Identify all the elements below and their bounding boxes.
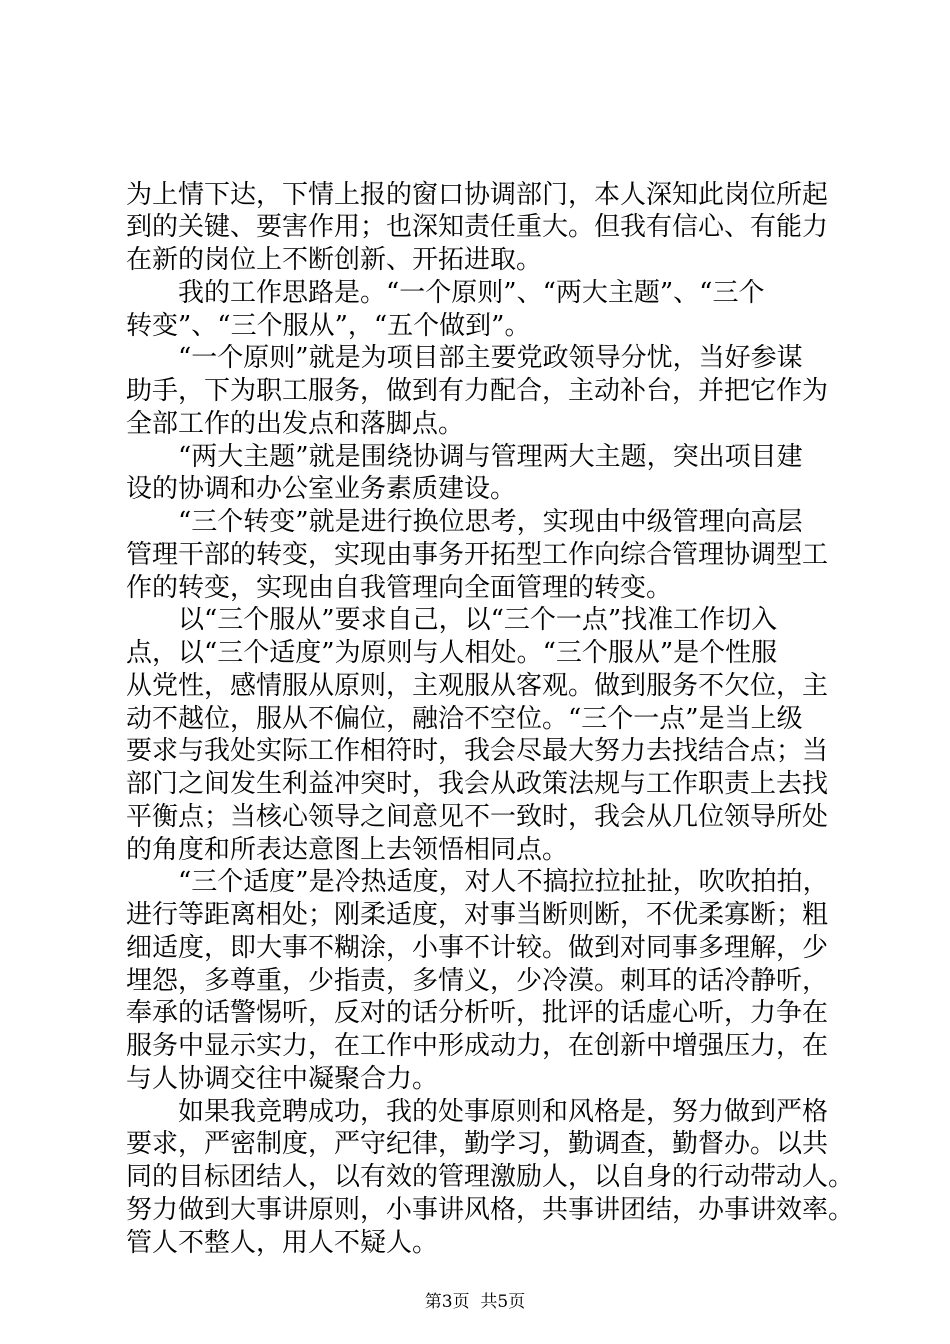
text-line-17: 动不越位，服从不偏位，融洽不空位。“三个一点”是当上级: [126, 704, 803, 734]
text-line-31: 同的目标团结人，以有效的管理激励人，以自身的行动带动人。: [126, 1162, 855, 1192]
text-line-15: 点，以“三个适度”为原则与人相处。“三个服从”是个性服: [126, 638, 778, 668]
text-line-9: “两大主题”就是围绕协调与管理两大主题，突出项目建: [178, 442, 803, 472]
text-line-29: 如果我竞聘成功，我的处事原则和风格是，努力做到严格: [178, 1097, 829, 1127]
text-line-7: 助手，下为职工服务，做到有力配合，主动补台，并把它作为: [126, 376, 829, 406]
text-line-32: 努力做到大事讲原则，小事讲风格，共事讲团结，办事讲效率。: [126, 1195, 855, 1225]
text-line-4: 我的工作思路是。“一个原则”、“两大主题”、“三个: [178, 278, 765, 308]
text-line-12: 管理干部的转变，实现由事务开拓型工作向综合管理协调型工: [126, 540, 829, 570]
text-line-25: 埋怨，多尊重，少指责，多情义，少冷漠。刺耳的话冷静听，: [126, 966, 829, 996]
text-line-28: 与人协调交往中凝聚合力。: [126, 1064, 439, 1094]
text-line-20: 平衡点；当核心领导之间意见不一致时，我会从几位领导所处: [126, 802, 829, 832]
text-line-22: “三个适度”是冷热适度，对人不搞拉拉扯扯，吹吹拍拍，: [178, 867, 829, 897]
text-line-19: 部门之间发生利益冲突时，我会从政策法规与工作职责上去找: [126, 769, 829, 799]
text-line-10: 设的协调和办公室业务素质建设。: [126, 474, 517, 504]
text-line-5: 转变”、“三个服从”，“五个做到”。: [126, 311, 531, 341]
text-line-6: “一个原则”就是为项目部主要党政领导分忧，当好参谋: [178, 343, 803, 373]
text-line-11: “三个转变”就是进行换位思考，实现由中级管理向高层: [178, 507, 803, 537]
text-line-26: 奉承的话警惕听，反对的话分析听，批评的话虚心听，力争在: [126, 998, 829, 1028]
text-line-3: 在新的岗位上不断创新、开拓进取。: [126, 245, 543, 275]
text-line-18: 要求与我处实际工作相符时，我会尽最大努力去找结合点；当: [126, 736, 829, 766]
text-line-23: 进行等距离相处；刚柔适度，对事当断则断，不优柔寡断；粗: [126, 900, 829, 930]
text-line-8: 全部工作的出发点和落脚点。: [126, 409, 465, 439]
text-line-24: 细适度，即大事不糊涂，小事不计较。做到对同事多理解，少: [126, 933, 829, 963]
text-line-30: 要求，严密制度，严守纪律，勤学习，勤调查，勤督办。以共: [126, 1129, 829, 1159]
text-line-16: 从党性，感情服从原则，主观服从客观。做到服务不欠位，主: [126, 671, 829, 701]
text-line-2: 到的关键、要害作用；也深知责任重大。但我有信心、有能力: [126, 212, 829, 242]
text-line-14: 以“三个服从”要求自己，以“三个一点”找准工作切入: [178, 605, 778, 635]
text-line-27: 服务中显示实力，在工作中形成动力，在创新中增强压力，在: [126, 1031, 829, 1061]
text-line-13: 作的转变，实现由自我管理向全面管理的转变。: [126, 573, 673, 603]
text-line-33: 管人不整人，用人不疑人。: [126, 1228, 439, 1258]
text-line-1: 为上情下达，下情上报的窗口协调部门，本人深知此岗位所起: [126, 180, 829, 210]
page-footer: 第3页 共5页: [424, 1292, 526, 1312]
text-line-21: 的角度和所表达意图上去领悟相同点。: [126, 835, 569, 865]
